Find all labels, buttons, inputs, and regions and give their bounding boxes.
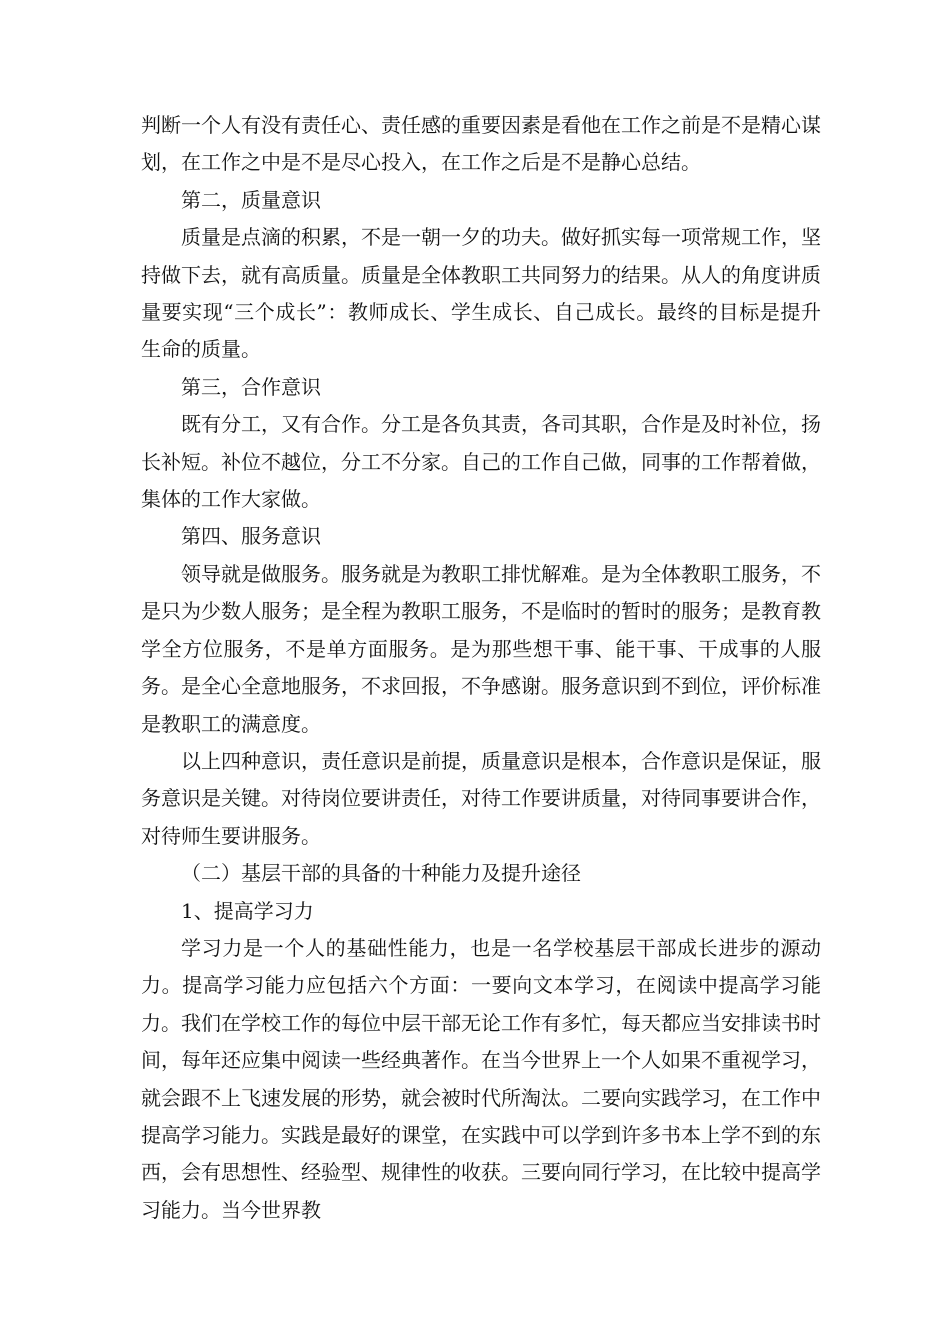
paragraph-continued: 判断一个人有没有责任心、责任感的重要因素是看他在工作之前是不是精心谋划，在工作之中是不是尽心投入，在工作之后是不是静心总结。 [141,113,821,175]
section-heading-service: 第四、服务意识 [181,524,321,549]
document-body [141,107,821,1229]
section-heading-quality: 第二，质量意识 [181,187,321,212]
paragraph-summary: 以上四种意识，责任意识是前提，质量意识是根本，合作意识是保证，服务意识是关键。对待岗位要讲责任，对待工作要讲质量，对待同事要讲合作，对待师生要讲服务。 [141,748,821,848]
section-heading-ten-abilities: （二）基层干部的具备的十种能力及提升途径 [181,861,581,886]
section-heading-learning: 1、提高学习力 [181,898,314,923]
paragraph-cooperation: 既有分工，又有合作。分工是各负其责，各司其职，合作是及时补位，扬长补短。补位不越位，分工不分家。自己的工作自己做，同事的工作帮着做，集体的工作大家做。 [141,412,821,512]
paragraph-learning: 学习力是一个人的基础性能力，也是一名学校基层干部成长进步的源动力。提高学习能力应包括六个方面：一要向文本学习，在阅读中提高学习能力。我们在学校工作的每位中层干部无论工作有多忙，每天都应当安排读书时间，每年还应集中阅读一些经典著作。在当今世界上一个人如果不重视学习，就会跟不上飞速发展的形势，就会被时代所淘汰。二要向实践学习，在工作中提高学习能力。实践是最好的课堂，在实践中可以学到许多书本上学不到的东西，会有思想性、经验型、规律性的收获。三要向同行学习，在比较中提高学习能力。当今世界教 [141,935,821,1222]
paragraph-service: 领导就是做服务。服务就是为教职工排忧解难。是为全体教职工服务，不是只为少数人服务；是全程为教职工服务，不是临时的暂时的服务；是教育教学全方位服务，不是单方面服务。是为那些想干事、能干事、干成事的人服务。是全心全意地服务，不求回报，不争感谢。服务意识到不到位，评价标准是教职工的满意度。 [141,561,821,736]
paragraph-quality: 质量是点滴的积累，不是一朝一夕的功夫。做好抓实每一项常规工作，坚持做下去，就有高质量。质量是全体教职工共同努力的结果。从人的角度讲质量要实现“三个成长”：教师成长、学生成长、自己成长。最终的目标是提升生命的质量。 [141,225,821,362]
section-heading-cooperation: 第三，合作意识 [181,374,321,399]
